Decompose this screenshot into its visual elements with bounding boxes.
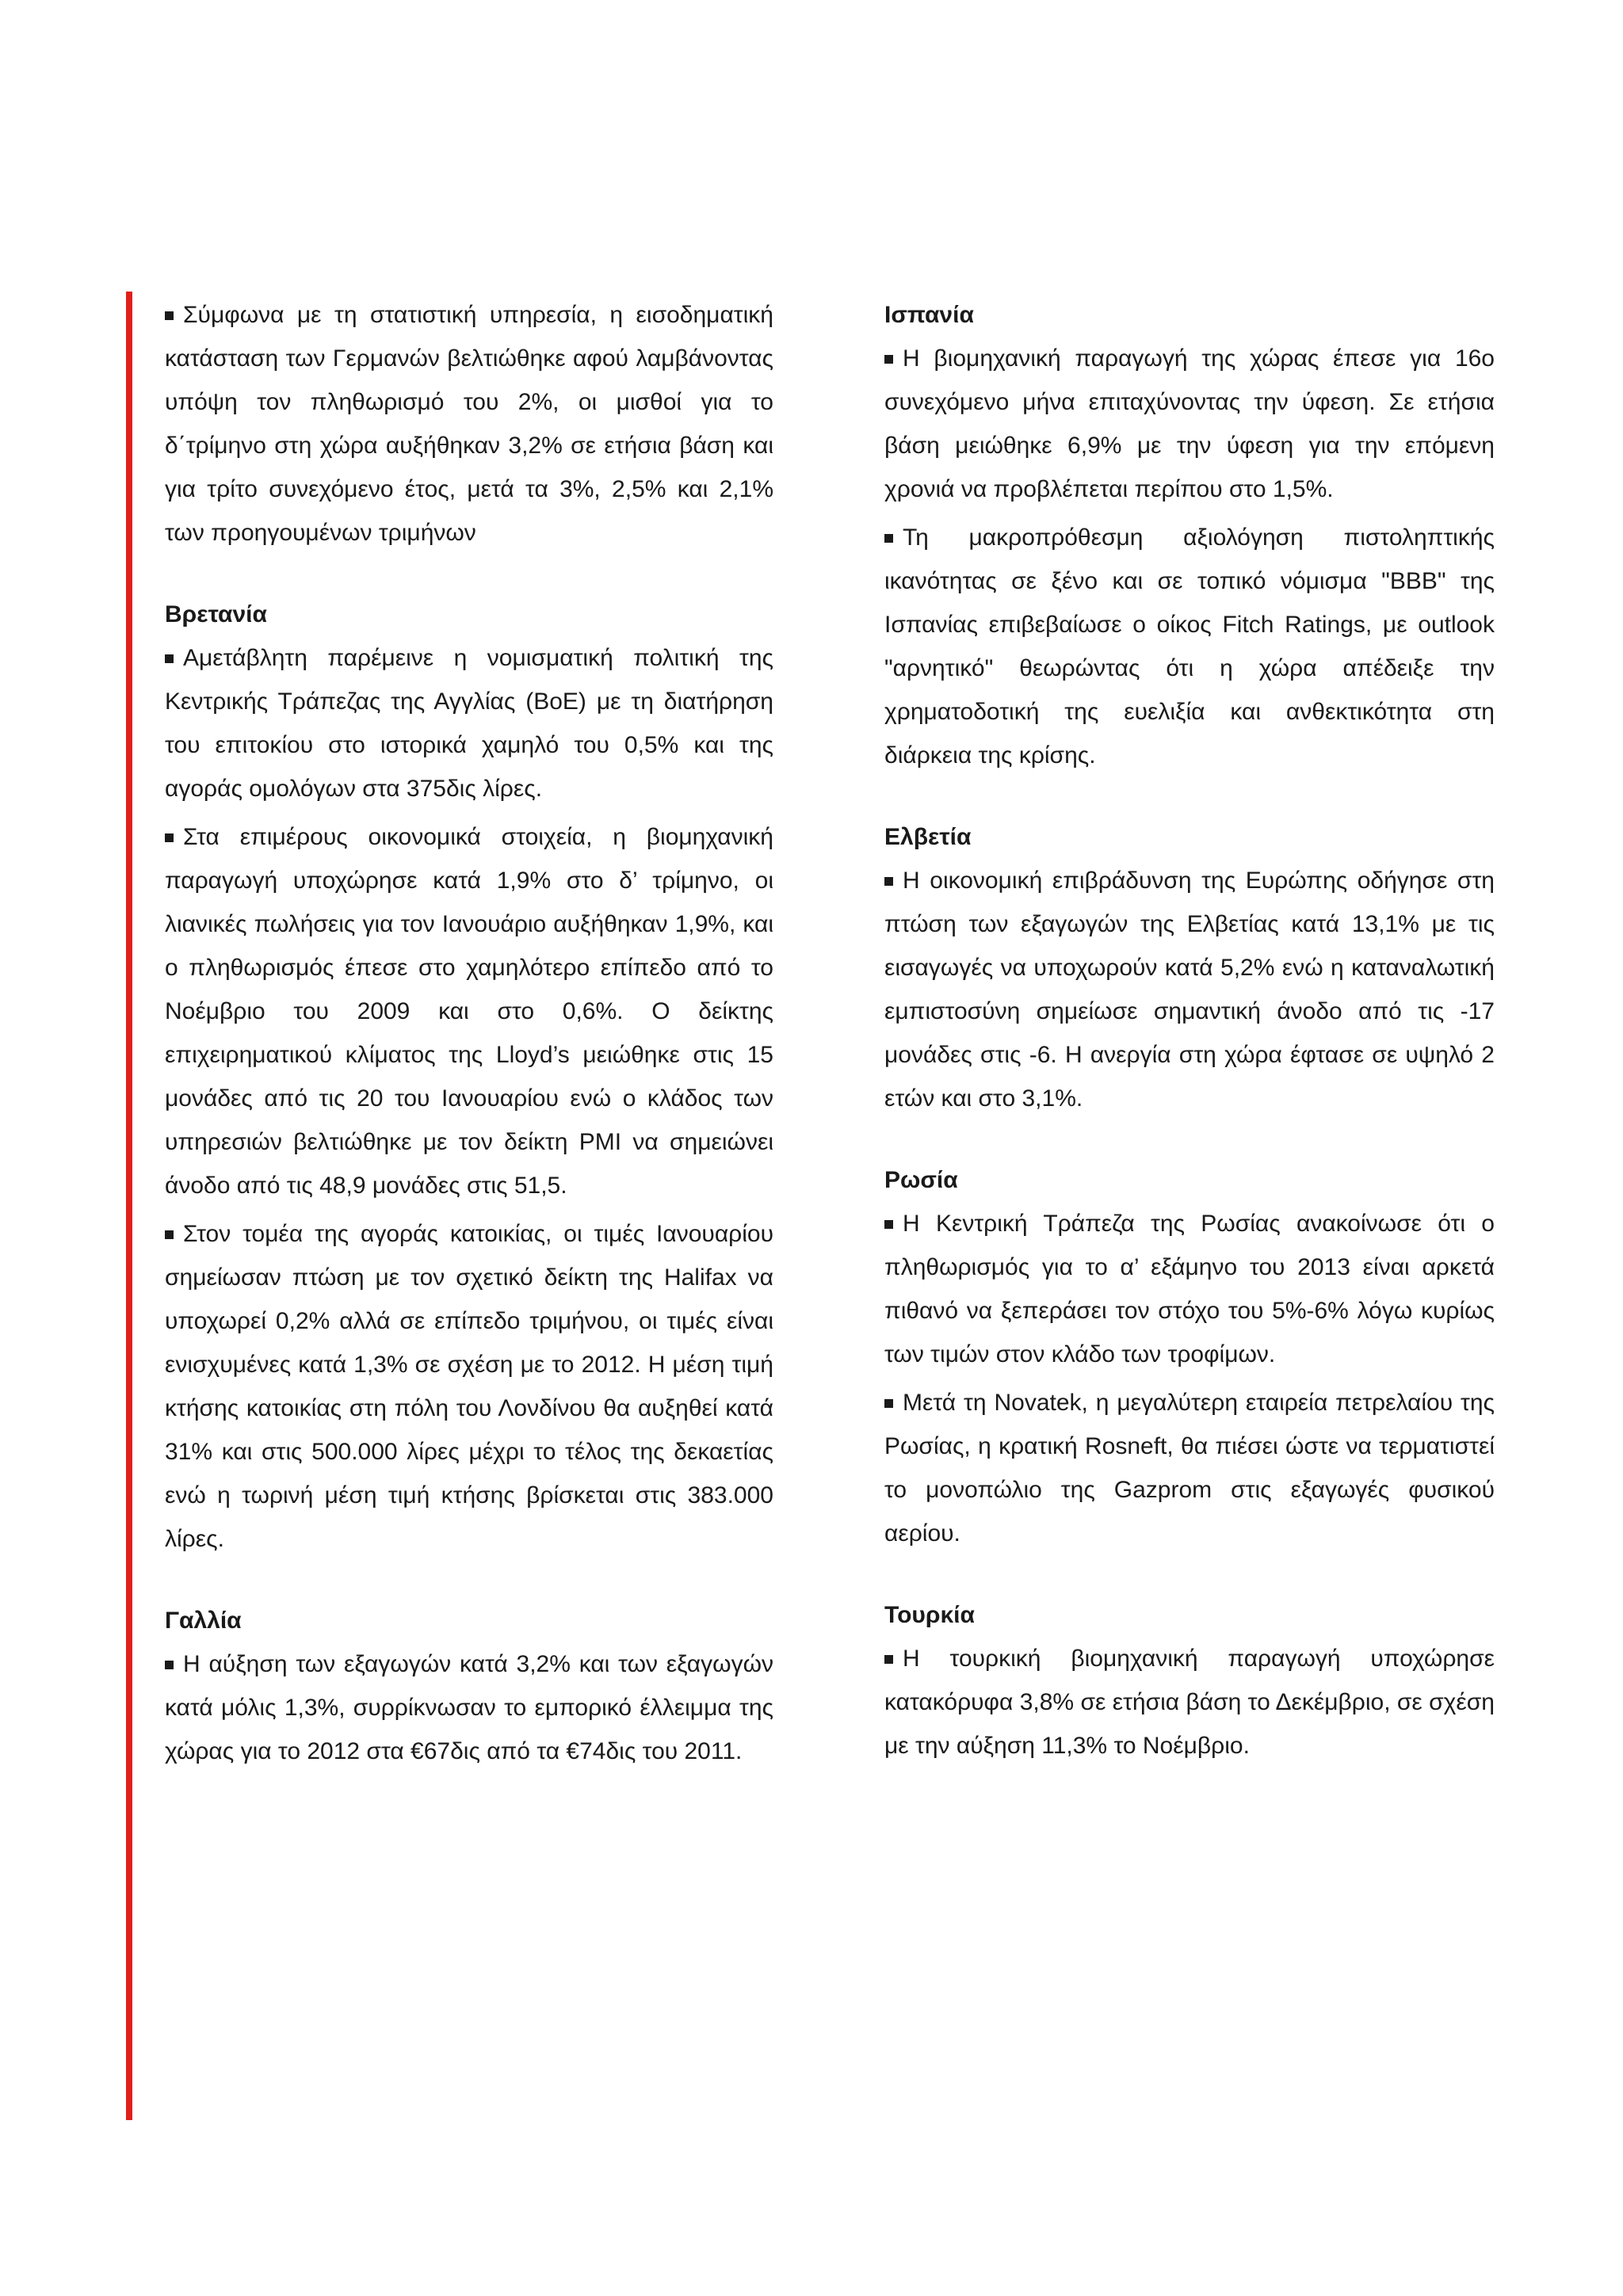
russia-paragraph-1 [884, 1202, 1495, 1376]
bullet-icon [884, 534, 893, 543]
uk-paragraph-3-text: Στον τομέα της αγοράς κατοικίας, οι τιμές Ιανουαρίου σημείωσαν πτώση με τον σχετικό δείκτη της Halifax να υποχωρεί 0,2% αλλά σε επίπεδο τριμήνου, οι τιμές είναι ενισχυμένες κατά 1,3% σε σχέση με το 2012. Η μέση τιμή κτήσης κατοικίας στη πόλη του Λονδίνου θα αυξηθεί κατά 31% και στις 500.000 λίρες μέχρι το τέλος της δεκαετίας ενώ η τωρινή μέση τιμή κτήσης βρίσκεται στις 383.000 λίρες. [165, 1221, 773, 1552]
germany-paragraph [165, 293, 773, 555]
section-title-uk: Βρετανία [165, 601, 267, 627]
spain-paragraph-1 [884, 337, 1495, 511]
russia-paragraph-2-text: Μετά τη Novatek, η μεγαλύτερη εταιρεία πετρελαίου της Ρωσίας, η κρατική Rosneft, θα πιέσει ώστε να τερματιστεί το μονοπώλιο της Gazprom στις εξαγωγές φυσικού αερίου. [884, 1390, 1495, 1547]
turkey-paragraph [884, 1637, 1495, 1768]
russia-paragraph-1-text: Η Κεντρική Τράπεζα της Ρωσίας ανακοίνωσε ότι ο πληθωρισμός για το α’ εξάμηνο του 2013 είναι αρκετά πιθανό να ξεπεράσει τον στόχο του 5%-6% λόγω κυρίως των τιμών στον κλάδο των τροφίμων. [884, 1211, 1495, 1367]
turkey-paragraph-text: Η τουρκική βιομηχανική παραγωγή υποχώρησε κατακόρυφα 3,8% σε ετήσια βάση το Δεκέμβριο, σε σχέση με την αύξηση 11,3% το Νοέμβριο. [884, 1646, 1495, 1759]
uk-paragraph-2 [165, 815, 773, 1207]
accent-bar [126, 292, 132, 2120]
spain-paragraph-2 [884, 516, 1495, 777]
section-title-russia: Ρωσία [884, 1167, 958, 1193]
switzerland-paragraph [884, 859, 1495, 1120]
left-column [165, 293, 773, 1773]
uk-paragraph-1 [165, 636, 773, 810]
bullet-icon [165, 1661, 174, 1669]
uk-paragraph-1-text: Αμετάβλητη παρέμεινε η νομισματική πολιτική της Κεντρικής Τράπεζας της Αγγλίας (BoE) με τη διατήρηση του επιτοκίου στο ιστορικά χαμηλό του 0,5% και της αγοράς ομολόγων στα 375δις λίρες. [165, 645, 773, 802]
bullet-icon [884, 355, 893, 364]
bullet-icon [165, 1230, 174, 1239]
section-title-spain: Ισπανία [884, 302, 974, 328]
russia-paragraph-2 [884, 1381, 1495, 1555]
uk-paragraph-2-text: Στα επιμέρους οικονομικά στοιχεία, η βιομηχανική παραγωγή υποχώρησε κατά 1,9% στο δ’ τρίμηνο, οι λιανικές πωλήσεις για τον Ιανουάριο αυξήθηκαν 1,9%, και ο πληθωρισμός έπεσε στο χαμηλότερο επίπεδο από το Νοέμβριο του 2009 και στο 0,6%. Ο δείκτης επιχειρηματικού κλίματος της Lloyd’s μειώθηκε στις 15 μονάδες από τις 20 του Ιανουαρίου ενώ ο κλάδος των υπηρεσιών βελτιώθηκε με τον δείκτη PMI να σημειώνει άνοδο από τις 48,9 μονάδες στις 51,5. [165, 824, 773, 1199]
spain-paragraph-1-text: Η βιομηχανική παραγωγή της χώρας έπεσε για 16ο συνεχόμενο μήνα επιταχύνοντας την ύφεση. Σε ετήσια βάση μειώθηκε 6,9% με την ύφεση για την επόμενη χρονιά να προβλέπεται περίπου στο 1,5%. [884, 345, 1495, 502]
section-title-france: Γαλλία [165, 1608, 242, 1634]
bullet-icon [165, 311, 174, 320]
section-title-switzerland: Ελβετία [884, 824, 972, 850]
bullet-icon [884, 1399, 893, 1408]
germany-paragraph-text: Σύμφωνα με τη στατιστική υπηρεσία, η εισοδηματική κατάσταση των Γερμανών βελτιώθηκε αφού λαμβάνοντας υπόψη τον πληθωρισμό του 2%, οι μισθοί για το δ΄τρίμηνο στη χώρα αυξήθηκαν 3,2% σε ετήσια βάση και για τρίτο συνεχόμενο έτος, μετά τα 3%, 2,5% και 2,1% των προηγουμένων τριμήνων [165, 302, 773, 546]
bullet-icon [884, 1655, 893, 1664]
spain-paragraph-2-text: Τη μακροπρόθεσμη αξιολόγηση πιστοληπτικής ικανότητας σε ξένο και σε τοπικό νόμισμα "BBB" της Ισπανίας επιβεβαίωσε ο οίκος Fitch Ratings, με outlook "αρνητικό" θεωρώντας ότι η χώρα απέδειξε την χρηματοδοτική της ευελιξία και ανθεκτικότητα στη διάρκεια της κρίσης. [884, 524, 1495, 769]
bullet-icon [165, 654, 174, 663]
france-paragraph [165, 1642, 773, 1773]
uk-paragraph-3 [165, 1212, 773, 1561]
switzerland-paragraph-text: Η οικονομική επιβράδυνση της Ευρώπης οδήγησε στη πτώση των εξαγωγών της Ελβετίας κατά 13,1% με τις εισαγωγές να υποχωρούν κατά 5,2% ενώ η καταναλωτική εμπιστοσύνη σημείωσε σημαντική άνοδο από τις -17 μονάδες στις -6. Η ανεργία στη χώρα έφτασε σε υψηλό 2 ετών και στο 3,1%. [884, 868, 1495, 1112]
bullet-icon [165, 833, 174, 842]
france-paragraph-text: Η αύξηση των εξαγωγών κατά 3,2% και των εξαγωγών κατά μόλις 1,3%, συρρίκνωσαν το εμπορικό έλλειμμα της χώρας για το 2012 στα €67δις από τα €74δις του 2011. [165, 1651, 773, 1764]
bullet-icon [884, 877, 893, 886]
section-title-turkey: Τουρκία [884, 1602, 975, 1628]
right-column [884, 293, 1495, 1768]
bullet-icon [884, 1220, 893, 1229]
